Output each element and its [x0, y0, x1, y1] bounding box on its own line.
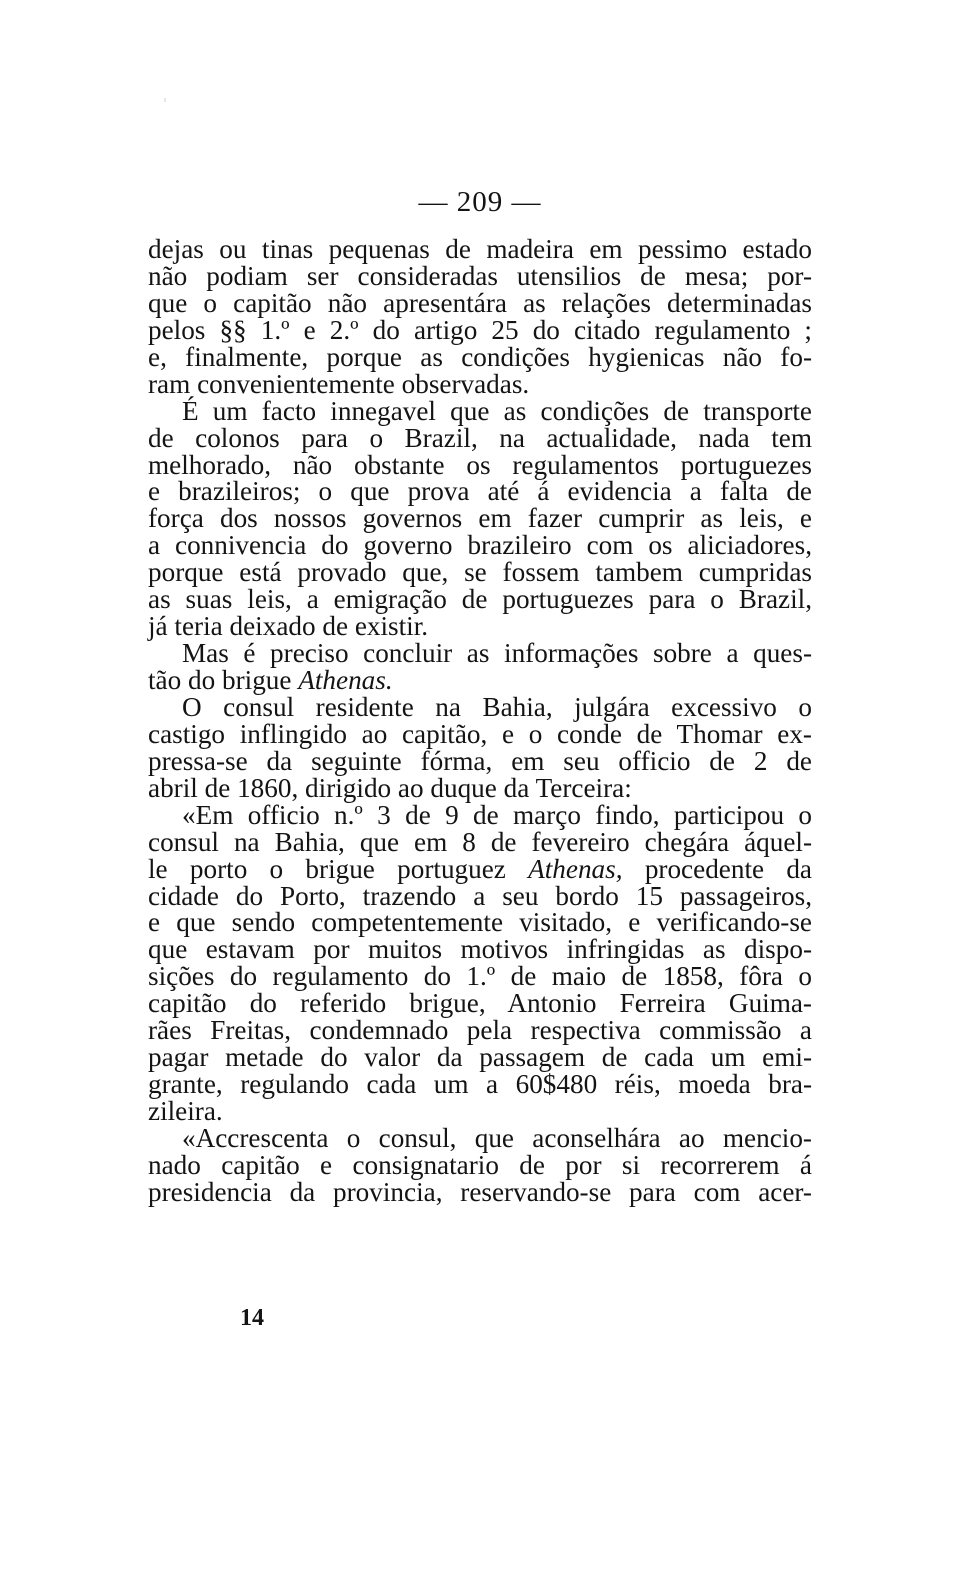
- text-line: castigo inflingido ao capitão, e o conde de Thomar ex-: [148, 718, 812, 749]
- text-line: O consul residente na Bahia, julgára excessivo o: [182, 691, 812, 722]
- text-line: «Em officio n.º 3 de 9 de março findo, participou o: [182, 799, 812, 830]
- text-line: melhorado, não obstante os regulamentos portuguezes: [148, 449, 812, 480]
- text-line: ram convenientemente observadas.: [148, 368, 530, 399]
- text-line: É um facto innegavel que as condições de transporte: [182, 395, 812, 426]
- text-line: e brazileiros; o que prova até á evidencia a falta de: [148, 476, 812, 507]
- text-line: de colonos para o Brazil, na actualidade, nada tem: [148, 422, 812, 453]
- text-line: [148, 853, 812, 884]
- text-line: e, finalmente, porque as condições hygienicas não fo-: [148, 341, 812, 372]
- text-line: pelos §§ 1.º e 2.º do artigo 25 do citado regulamento ;: [148, 314, 812, 345]
- text-line: rães Freitas, condemnado pela respectiva commissão a: [148, 1015, 812, 1046]
- text-line: que estavam por muitos motivos infringidas as dispo-: [148, 934, 812, 965]
- text-line: consul na Bahia, que em 8 de fevereiro chegára áquel-: [148, 826, 812, 857]
- text-line: grante, regulando cada um a 60$480 réis, moeda bra-: [148, 1069, 812, 1100]
- text-line: não podiam ser consideradas utensilios de mesa; por-: [148, 260, 812, 291]
- text-line: força dos nossos governos em fazer cumprir as leis, e: [148, 503, 812, 534]
- text-line: cidade do Porto, trazendo a seu bordo 15 passageiros,: [148, 880, 812, 911]
- text-line: sições do regulamento do 1.º de maio de 1858, fôra o: [148, 961, 812, 992]
- ship-name-athenas: Athenas,: [528, 853, 623, 884]
- text-segment: tão do brigue: [148, 665, 292, 695]
- text-line: presidencia da provincia, reservando-se para com acer-: [148, 1176, 812, 1207]
- text-line: as suas leis, a emigração de portuguezes para o Brazil,: [148, 584, 812, 615]
- text-segment: procedente da: [644, 853, 812, 884]
- ship-name-athenas: Athenas.: [298, 665, 393, 695]
- text-segment: le porto o brigue portuguez: [148, 853, 506, 884]
- text-line: e que sendo competentemente visitado, e verificando-se: [148, 907, 812, 938]
- text-line: Mas é preciso concluir as informações sobre a ques-: [182, 638, 812, 669]
- text-line: [148, 667, 812, 694]
- text-line: porque está provado que, se fossem tambem cumpridas: [148, 557, 812, 588]
- signature-mark: 14: [240, 1305, 264, 1331]
- text-line: capitão do referido brigue, Antonio Ferreira Guima-: [148, 988, 812, 1019]
- text-line: «Accrescenta o consul, que aconselhára ao mencio-: [182, 1122, 812, 1153]
- text-line: que o capitão não apresentára as relações determinadas: [148, 287, 812, 318]
- body-text: [148, 236, 812, 1206]
- text-line: a connivencia do governo brazileiro com os aliciadores,: [148, 530, 812, 561]
- text-line: zileira.: [148, 1096, 223, 1126]
- scan-speck: [164, 98, 166, 102]
- text-line: já teria deixado de existir.: [148, 611, 429, 642]
- text-line: dejas ou tinas pequenas de madeira em pessimo estado: [148, 234, 812, 264]
- text-line: pressa-se da seguinte fórma, em seu officio de 2 de: [148, 745, 812, 776]
- text-line: nado capitão e consignatario de por si recorrerem á: [148, 1149, 812, 1180]
- text-line: abril de 1860, dirigido ao duque da Terceira:: [148, 772, 632, 803]
- text-line: pagar metade do valor da passagem de cada um emi-: [148, 1042, 812, 1073]
- page-number: — 209 —: [418, 186, 542, 218]
